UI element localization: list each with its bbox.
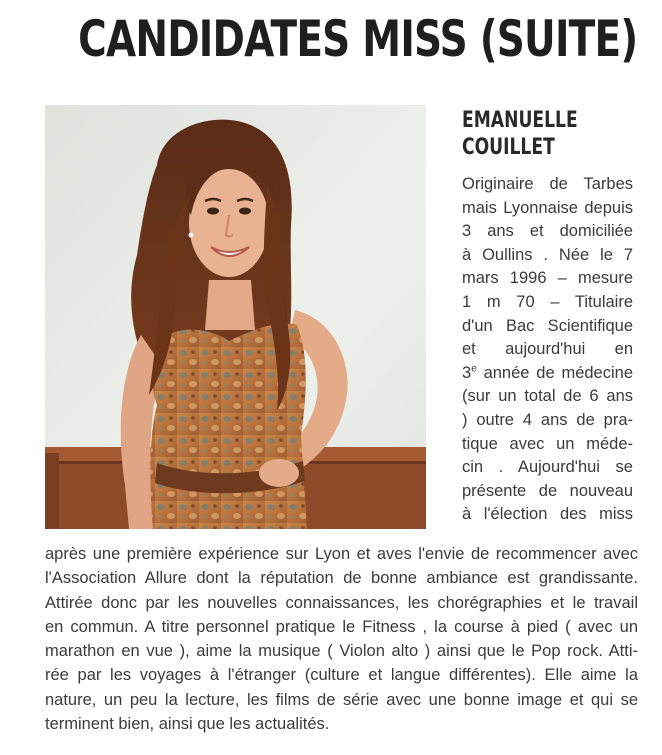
bio-line: présente de nouveau <box>462 481 633 500</box>
bio-line: marathon en vue ), aime la musique ( Violon alto ) ainsi que le Pop rock. Atti- <box>45 642 638 661</box>
bio-line: terminent bien, ainsi que les actualités. <box>45 715 330 734</box>
bio-line: rée par les voyages à l'étranger (culture et langue différentes). Elle aime la <box>45 666 638 685</box>
bio-line: cin . Aujourd'hui se <box>462 458 633 477</box>
bio-line: Attirée donc par les nouvelles connaissances, les chorégraphies et le travail <box>45 593 638 612</box>
bio-line: d'un Bac Scientifique <box>462 316 633 335</box>
bio-line-ordinal <box>462 362 633 386</box>
bio-line: 1 m 70 – Titulaire <box>462 292 633 311</box>
bio-line: en commun. A titre personnel pratique le Fitness , la course à pied ( avec un <box>45 617 638 636</box>
bio-line: à l'élection des miss <box>462 505 633 524</box>
ordinal-suffix: e <box>471 363 477 375</box>
ordinal-number: 3 <box>462 363 472 382</box>
candidate-photo <box>45 105 426 529</box>
candidate-bio-side-column <box>462 173 633 527</box>
bio-line: ) outre 4 ans de pra- <box>462 410 633 429</box>
candidate-name <box>462 107 610 161</box>
bio-line: mars 1996 – mesure <box>462 269 633 288</box>
bio-line: après une première expérience sur Lyon et aves l'envie de recommencer avec <box>45 545 638 563</box>
bio-line: et aujourd'hui en <box>462 340 633 359</box>
bio-line: 3 ans et domiciliée <box>462 222 633 241</box>
candidate-name-line2: COUILLET <box>462 135 555 160</box>
page-title: CANDIDATES MISS (SUITE) <box>78 10 638 68</box>
candidate-name-line1: EMANUELLE <box>462 108 578 133</box>
bio-line: l'Association Allure dont la réputation de bonne ambiance est grandissante. <box>45 569 638 588</box>
bio-line: mais Lyonnaise depuis <box>462 198 633 217</box>
bio-line: à Oullins . Née le 7 <box>462 245 633 264</box>
candidate-portrait-illustration <box>45 105 426 529</box>
bio-line: Originaire de Tarbes <box>462 175 633 193</box>
bio-line: tique avec un méde- <box>462 434 633 453</box>
bio-line: (sur un total de 6 ans <box>462 387 633 406</box>
bio-line: nature, un peu la lecture, les films de série avec une bonne image et qui se <box>45 690 638 709</box>
ordinal-rest: année de médecine <box>476 363 633 382</box>
candidate-bio-full-width <box>45 542 638 736</box>
